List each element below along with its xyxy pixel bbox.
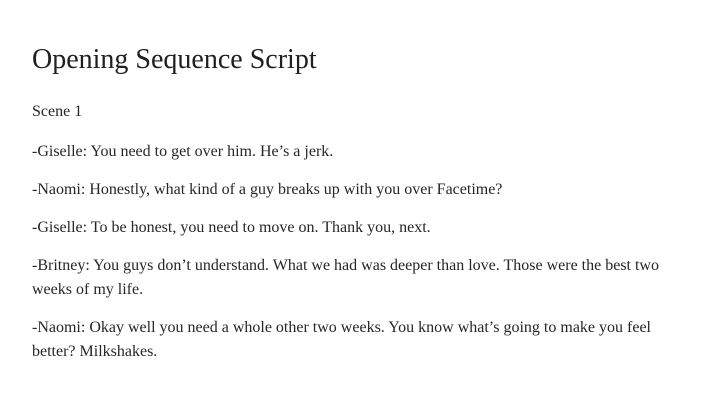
dialogue-line: -Britney: You guys don’t understand. What we had was deeper than love. Those were the best two weeks of my life.	[32, 257, 659, 298]
dialogue-line: -Giselle: You need to get over him. He’s a jerk.	[32, 143, 334, 160]
page-title: Opening Sequence Script	[32, 44, 317, 75]
dialogue-line: -Giselle: To be honest, you need to move on. Thank you, next.	[32, 219, 431, 236]
script-body	[32, 100, 692, 378]
dialogue-line: -Naomi: Okay well you need a whole other two weeks. You know what’s going to make you feel better? Milkshakes.	[32, 319, 651, 360]
dialogue-line: -Naomi: Honestly, what kind of a guy breaks up with you over Facetime?	[32, 181, 503, 198]
scene-heading: Scene 1	[32, 103, 83, 120]
